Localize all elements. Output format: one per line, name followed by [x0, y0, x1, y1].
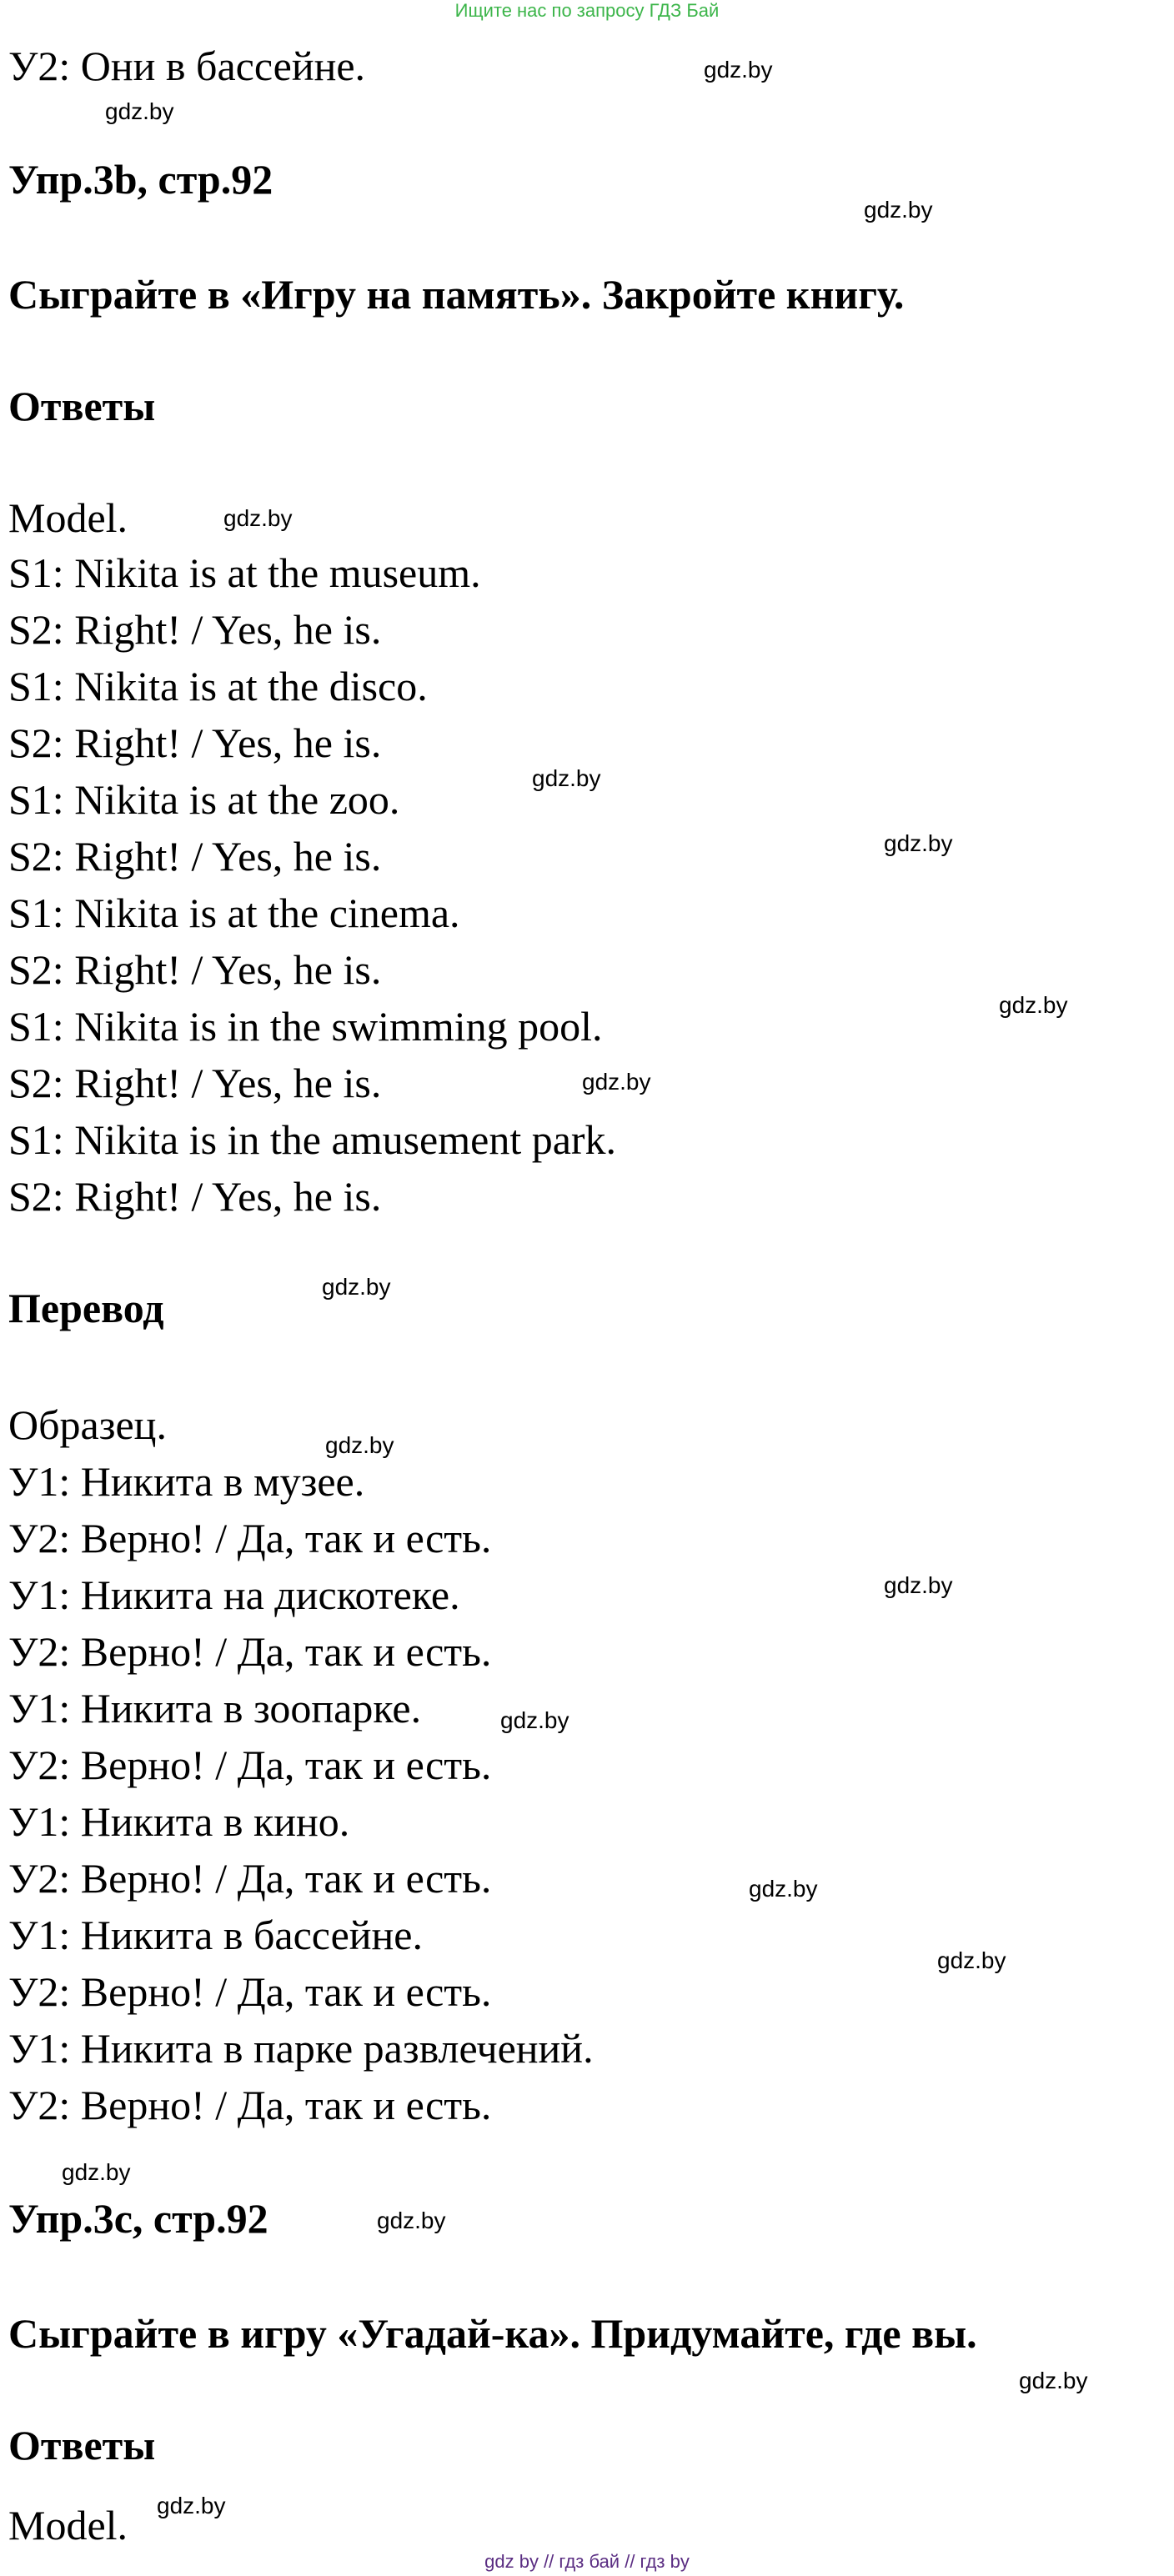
translation-line: У2: Верно! / Да, так и есть.	[8, 1515, 492, 1561]
watermark: gdz.by	[322, 1274, 391, 1300]
watermark: gdz.by	[500, 1707, 569, 1733]
translation-line: У1: Никита в кино.	[8, 1798, 350, 1845]
translation-line: У2: Верно! / Да, так и есть.	[8, 1855, 492, 1902]
exercise-3c-title: Упр.3c, стр.92	[8, 2195, 268, 2242]
translation-line: У2: Верно! / Да, так и есть.	[8, 1628, 492, 1675]
search-banner[interactable]: Ищите нас по запросу ГДЗ Бай	[454, 0, 720, 21]
watermark: gdz.by	[937, 1947, 1006, 1973]
watermark: gdz.by	[1019, 2368, 1088, 2393]
exercise-3b-title: Упр.3b, стр.92	[8, 156, 273, 203]
translation-line: У1: Никита на дискотеке.	[8, 1571, 460, 1618]
watermark: gdz.by	[325, 1432, 394, 1458]
answer-line: Model.	[8, 494, 128, 541]
answer-line: Model.	[8, 2502, 128, 2548]
answer-line: S2: Right! / Yes, he is.	[8, 1173, 382, 1220]
translation-line: У2: Верно! / Да, так и есть.	[8, 1742, 492, 1788]
answer-line: S2: Right! / Yes, he is.	[8, 1060, 382, 1106]
translation-line: У1: Никита в бассейне.	[8, 1912, 423, 1958]
answer-line: S1: Nikita is at the zoo.	[8, 776, 400, 823]
intro-dialogue-line: У2: Они в бассейне.	[8, 43, 366, 89]
watermark: gdz.by	[157, 2493, 226, 2518]
translation-line: У1: Никита в зоопарке.	[8, 1685, 422, 1732]
answer-line: S1: Nikita is at the disco.	[8, 663, 428, 709]
answer-line: S1: Nikita is in the amusement park.	[8, 1116, 617, 1163]
watermark: gdz.by	[532, 765, 601, 791]
exercise-3b-answers-heading: Ответы	[8, 383, 156, 429]
exercise-3c-task: Сыграйте в игру «Угадай-ка». Придумайте, где вы.	[8, 2310, 977, 2357]
translation-line: У1: Никита в парке развлечений.	[8, 2025, 594, 2072]
footer-watermark: gdz by // гдз бай // гдз by	[484, 2551, 690, 2572]
watermark: gdz.by	[223, 505, 293, 531]
answer-line: S2: Right! / Yes, he is.	[8, 719, 382, 766]
watermark: gdz.by	[749, 1876, 818, 1902]
watermark: gdz.by	[884, 1572, 953, 1598]
watermark: gdz.by	[864, 197, 933, 223]
answer-line: S2: Right! / Yes, he is.	[8, 946, 382, 993]
answer-line: S2: Right! / Yes, he is.	[8, 833, 382, 880]
translation-line: Образец.	[8, 1401, 167, 1448]
watermark: gdz.by	[105, 98, 174, 124]
watermark: gdz.by	[704, 57, 773, 83]
exercise-3b-task: Сыграйте в «Игру на память». Закройте книгу.	[8, 271, 905, 318]
watermark: gdz.by	[884, 830, 953, 856]
answer-line: S1: Nikita is at the museum.	[8, 549, 481, 596]
answer-line: S1: Nikita is at the cinema.	[8, 890, 460, 936]
exercise-3b-translation-heading: Перевод	[8, 1285, 164, 1331]
translation-line: У2: Верно! / Да, так и есть.	[8, 2082, 492, 2128]
translation-line: У1: Никита в музее.	[8, 1458, 365, 1505]
watermark: gdz.by	[582, 1069, 651, 1095]
watermark: gdz.by	[377, 2208, 446, 2233]
watermark: gdz.by	[62, 2159, 131, 2185]
watermark: gdz.by	[999, 992, 1068, 1018]
exercise-3c-answers-heading: Ответы	[8, 2422, 156, 2468]
answer-line: S1: Nikita is in the swimming pool.	[8, 1003, 603, 1050]
translation-line: У2: Верно! / Да, так и есть.	[8, 1968, 492, 2015]
answer-line: S2: Right! / Yes, he is.	[8, 606, 382, 653]
